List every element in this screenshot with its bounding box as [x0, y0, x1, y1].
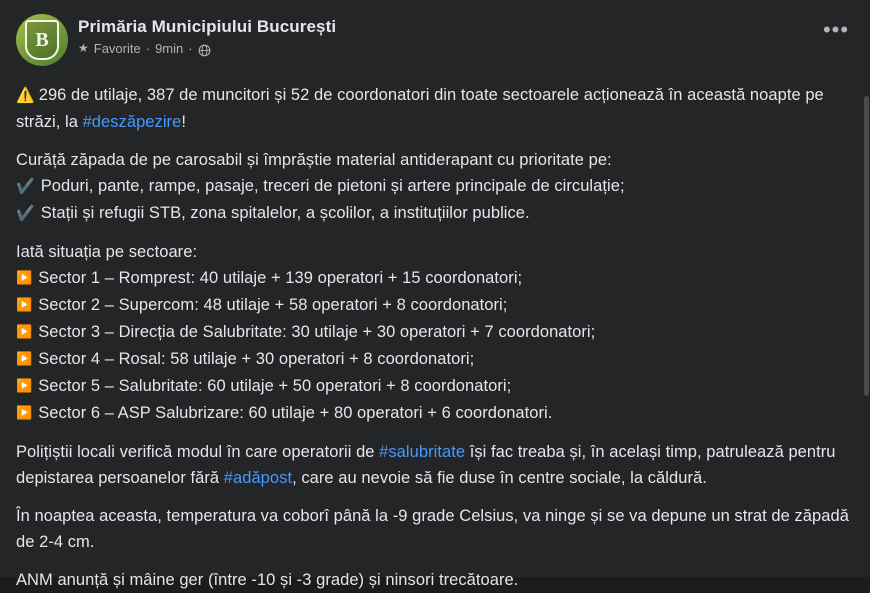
sector-list-block: [16, 239, 854, 427]
sector-list-intro: Iată situația pe sectoare:: [16, 243, 198, 261]
check-icon: ✔️: [16, 178, 35, 195]
list-item: [16, 319, 854, 346]
police-paragraph: [16, 439, 854, 491]
meta-separator-1: ·: [145, 41, 151, 56]
intro-text-b: !: [181, 113, 186, 131]
avatar-crest-icon: B: [25, 20, 59, 60]
list-item: [16, 373, 854, 400]
anm-forecast-paragraph: ANM anunță și mâine ger (între -10 și -3 grade) și ninsori trecătoare.: [16, 571, 519, 589]
police-text-a: Polițiștii locali verifică modul în care operatorii de: [16, 443, 380, 461]
play-icon: ▶️: [16, 270, 33, 285]
police-text-b: își fac treaba și, în același timp, patrulează pentru depistarea persoanelor fără: [16, 443, 836, 487]
warning-icon: ⚠️: [16, 87, 35, 104]
post-header-text: [78, 14, 336, 58]
police-text-c: , care au nevoie să fie duse în centre sociale, la căldură.: [292, 469, 707, 487]
intro-text-a: 296 de utilaje, 387 de muncitori și 52 de coordonatori din toate sectoarele acționează în această noapte pe străzi, la: [16, 86, 824, 131]
check-item-1-label: Poduri, pante, rampe, pasaje, treceri de pietoni și artere principale de circulație;: [40, 177, 625, 195]
cleaning-intro-line: Curăță zăpada de pe carosabil și împrăștie material antiderapant cu prioritate pe:: [16, 151, 612, 169]
play-icon: ▶️: [16, 378, 33, 393]
play-icon: ▶️: [16, 351, 33, 366]
check-icon: ✔️: [16, 205, 35, 222]
hashtag-deszapezire[interactable]: #deszăpezire: [82, 113, 182, 131]
list-item: [16, 265, 854, 292]
favorite-label[interactable]: Favorite: [93, 41, 141, 56]
weather-tonight-paragraph: În noaptea aceasta, temperatura va coborî până la -9 grade Celsius, va ninge și se va depune un strat de zăpadă de 2-4 cm.: [16, 507, 849, 551]
scrollbar-thumb[interactable]: [864, 96, 869, 396]
meta-separator-2: ·: [188, 41, 193, 56]
star-icon: ★: [78, 41, 89, 55]
sector-2-label: Sector 2 – Supercom: 48 utilaje + 58 operatori + 8 coordonatori;: [38, 296, 508, 314]
sector-5-label: Sector 5 – Salubritate: 60 utilaje + 50 operatori + 8 coordonatori;: [38, 377, 512, 395]
hashtag-adapost[interactable]: #adăpost: [223, 469, 293, 487]
check-item-2: [16, 200, 854, 227]
check-item-2-label: Stații și refugii STB, zona spitalelor, a școlilor, a instituțiilor publice.: [40, 204, 530, 222]
list-item: [16, 292, 854, 319]
sector-6-label: Sector 6 – ASP Salubrizare: 60 utilaje + 80 operatori + 6 coordonatori.: [38, 404, 553, 422]
play-icon: ▶️: [16, 324, 33, 339]
avatar[interactable]: [16, 14, 68, 66]
page-name[interactable]: Primăria Municipiului București: [78, 17, 337, 36]
post-timestamp[interactable]: 9min: [155, 41, 184, 56]
check-item-1: [16, 173, 854, 200]
sector-3-label: Sector 3 – Direcția de Salubritate: 30 utilaje + 30 operatori + 7 coordonatori;: [38, 323, 596, 341]
hashtag-salubritate[interactable]: #salubritate: [379, 443, 466, 461]
list-item: [16, 346, 854, 373]
sector-4-label: Sector 4 – Rosal: 58 utilaje + 30 operatori + 8 coordonatori;: [38, 350, 475, 368]
scrollbar-track[interactable]: [864, 0, 870, 577]
post-intro-paragraph: [16, 82, 854, 135]
play-icon: ▶️: [16, 297, 33, 312]
sector-1-label: Sector 1 – Romprest: 40 utilaje + 139 operatori + 15 coordonatori;: [38, 269, 523, 287]
post-meta: [78, 40, 336, 58]
list-item: [16, 400, 854, 427]
post-header: [16, 14, 854, 70]
post-body: [16, 82, 854, 593]
post-options-button[interactable]: •••: [822, 17, 850, 42]
play-icon: ▶️: [16, 405, 33, 420]
globe-icon[interactable]: [198, 44, 211, 57]
cleaning-block: [16, 147, 854, 227]
